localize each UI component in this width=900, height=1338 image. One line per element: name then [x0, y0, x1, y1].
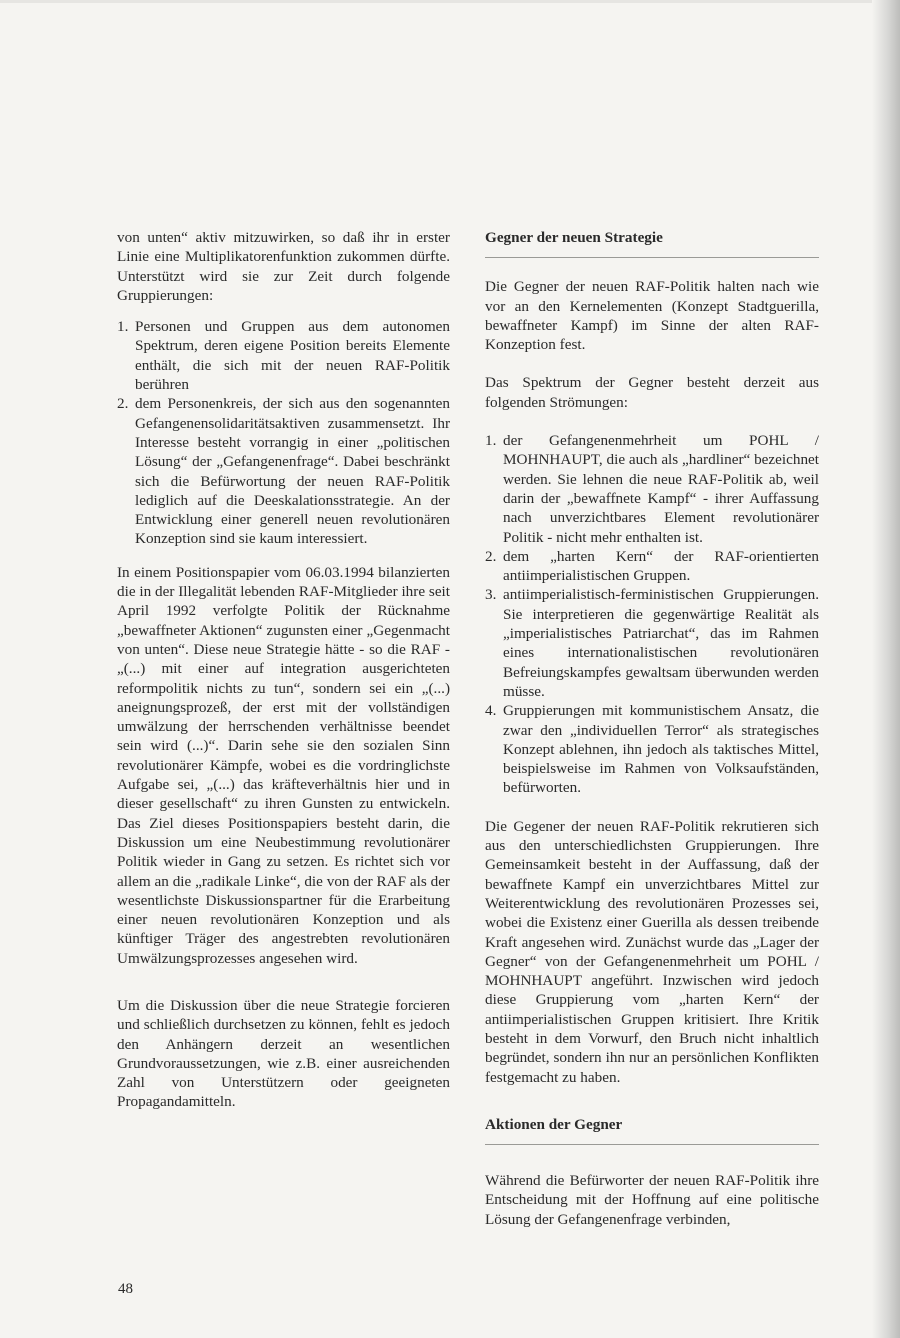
list-item	[485, 431, 819, 547]
section-heading-opponents: Gegner der neuen Strategie	[485, 229, 663, 246]
list-item-number: 2.	[485, 547, 497, 565]
right-paragraph-1: Die Gegner der neuen RAF-Politik halten nach wie vor an den Kernelementen (Konzept Stadtguerilla, bewaffneter Kampf) im Sinne der alten RAF-Konzeption fest.	[485, 278, 819, 354]
right-paragraph-2: Das Spektrum der Gegner besteht derzeit aus folgenden Strömungen:	[485, 374, 819, 411]
right-paragraph-4: Während die Befürworter der neuen RAF-Politik ihre Entscheidung mit der Hoffnung auf eine politische Lösung der Gefangenenfrage verbinden,	[485, 1172, 819, 1228]
left-paragraph-2: In einem Positionspapier vom 06.03.1994 bilanzierten die in der Illegalität lebenden RAF-Mitglieder ihre seit April 1992 verfolgte Politik der Rücknahme „bewaffneter Aktionen“ zugunsten einer „Gegenmacht von unten“. Diese neue Strategie hätte - so die RAF - „(...) mit einer auf integration ausgerichteten reformpolitik nichts zu tun“, sondern sei ein „(...) aneignungsprozeß, der erst mit der vollständigen umwälzung der herrschenden verhältnisse beendet sein wird (...)“. Darin sehe sie den sozialen Sinn revolutionärer Kämpfe, wobei es die vordringlichste Aufgabe sei, „(...) das kräfteverhältnis hier und in dieser gesellschaft“ zu ihren Gunsten zu entwickeln. Das Ziel dieses Positionspapiers besteht darin, die Diskussion um eine Neubestimmung revolutionärer Politik wieder in Gang zu setzen. Es richtet sich vor allem an die „radikale Linke“, die von der RAF als der wesentlichste Diskussionspartner für die Erarbeitung einer neuen revolutionären Konzeption und als künftiger Träger des angestrebten revolutionären Umwälzungsprozesses angesehen wird.	[117, 563, 450, 967]
list-item	[485, 585, 819, 701]
list-item-text: der Gefangenenmehrheit um POHL / MOHNHAUPT, die auch als „hardliner“ bezeichnet werden. Sie lehnen die neue RAF-Politik ab, weil darin der „bewaffnete Kampf“ - ihrer Auffassung nach unverzichtbares Element revolutionärer Politik - nicht mehr enthalten ist.	[503, 432, 820, 546]
list-item	[485, 701, 819, 797]
left-paragraph-1: von unten“ aktiv mitzuwirken, so daß ihr in erster Linie eine Multiplikatorenfunktion zukommen dürfte. Unterstützt wird sie zur Zeit durch folgende Gruppierungen:	[117, 229, 450, 304]
list-item-text: Personen und Gruppen aus dem autonomen Spektrum, deren eigene Position bereits Elemente enthält, die sich mit der neuen RAF-Politik berühren	[135, 318, 450, 394]
right-paragraph-3: Die Gegener der neuen RAF-Politik rekrutieren sich aus den unterschiedlichsten Gruppierungen. Ihre Gemeinsamkeit besteht in der Auffassung, daß der bewaffnete Kampf ein unverzichtbares Mittel zur Weiterentwicklung des revolutionären Prozesses sei, wobei die Existenz einer Guerilla als dessen treibende Kraft angesehen wird. Zunächst wurde das „Lager der Gegner“ von der Gefangenenmehrheit um POHL / MOHNHAUPT angeführt. Inzwischen wird jedoch diese Gruppierung vom „harten Kern“ der antiimperialistischen Gruppen kritisiert. Ihre Kritik besteht in dem Vorwurf, den Bruch nicht inhaltlich begründet, sondern ihn nur an persönlichen Konflikten festgemacht zu haben.	[485, 817, 819, 1086]
list-item-text: Gruppierungen mit kommunistischem Ansatz, die zwar den „individuellen Terror“ als strategisches Konzept ablehnen, ihn jedoch als taktisches Mittel, beispielsweise im Rahmen von Volksaufständen, befürworten.	[503, 702, 819, 797]
list-item-text: antiimperialistisch-ferministischen Gruppierungen. Sie interpretieren die gegenwärtige Realität als „imperialistisches Patriarchat“, das im Rahmen eines internationalistischen revolutionären Befreiungskampfes gewaltsam überwunden werden müsse.	[503, 586, 819, 700]
list-item-number: 1.	[485, 432, 497, 450]
left-supporter-list	[117, 317, 450, 549]
list-item-text: dem „harten Kern“ der RAF-orientierten antiimperialistischen Gruppen.	[503, 547, 819, 585]
left-paragraph-3: Um die Diskussion über die neue Strategie forcieren und schließlich durchsetzen zu können, fehlt es jedoch den Anhängern derzeit an wesentlichen Grundvoraussetzungen, wie z.B. einer ausreichenden Zahl von Unterstützern oder geeigneten Propagandamitteln.	[117, 996, 450, 1111]
heading-divider	[485, 1144, 819, 1145]
left-column	[117, 228, 450, 1112]
list-item-text: dem Personenkreis, der sich aus den sogenannten Gefangenensolidaritätsaktiven zusammensetzt. Ihr Interesse besteht vorrangig in einer „politischen Lösung“ der „Gefangenenfrage“. Dabei beschränkt sich die Befürwortung der neuen RAF-Politik lediglich auf die Deeskalationsstrategie. An der Entwicklung einer generell neuen revolutionären Konzeption sind sie kaum interessiert.	[135, 395, 450, 548]
page-spine-shadow	[872, 0, 900, 1338]
page-top-edge	[0, 0, 900, 3]
right-column	[485, 228, 819, 1229]
list-item-number: 1.	[117, 318, 129, 336]
list-item	[117, 317, 450, 394]
page-number: 48	[118, 1281, 133, 1297]
list-item	[117, 394, 450, 548]
heading-divider	[485, 257, 819, 258]
list-item-number: 3.	[485, 586, 497, 604]
right-opponent-list	[485, 431, 819, 798]
list-item	[485, 547, 819, 586]
list-item-number: 2.	[117, 395, 129, 413]
list-item-number: 4.	[485, 702, 497, 720]
section-heading-actions: Aktionen der Gegner	[485, 1115, 623, 1133]
